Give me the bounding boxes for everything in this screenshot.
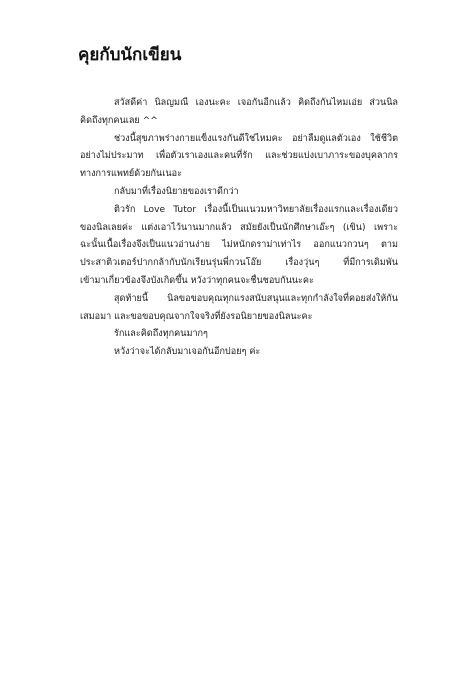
text-line: ติวรัก Love Tutor เรื่องนี้เป็นแนวมหาวิทยาลัยเรื่องแรกและเรื่องเดียว	[114, 204, 398, 215]
text-line: อย่างไม่ประมาท เพื่อตัวเราเองและคนที่รัก และช่วยแบ่งเบาภาระของบุคลากร	[80, 151, 398, 162]
text-line: เสมอมา และขอขอบคุณจากใจจริงที่ยังรอนิยายของนิลนะคะ	[80, 311, 313, 322]
text-line: หวังว่าจะได้กลับมาเจอกันอีกบ่อยๆ ค่ะ	[114, 347, 261, 358]
text-line: ช่วงนี้สุขภาพร่างกายแข็งแรงกันดีใช่ไหมคะ อย่าลืมดูแลตัวเอง ใช้ชีวิต	[114, 133, 398, 144]
text-line: รักและคิดถึงทุกคนมากๆ	[114, 329, 208, 340]
text-line: เข้ามาเกี่ยวข้องจึงบังเกิดขึ้น หวังว่าทุกคนจะชื่นชอบกันนะคะ	[80, 275, 314, 286]
page-title: คุยกับนักเขียน	[78, 45, 182, 65]
text-line: สวัสดีค่า นิลญมณี เองนะคะ เจอกันอีกแล้ว คิดถึงกันไหมเอ่ย ส่วนนิล	[114, 98, 398, 108]
text-line: ทางการแพทย์ด้วยกันเนอะ	[80, 169, 182, 180]
text-line: ของนิลเลยค่ะ แต่งเอาไว้นานมากแล้ว สมัยยังเป็นนักศึกษาเอ๊ะๆ (เขิน) เพราะ	[80, 222, 398, 233]
text-line: ฉะนั้นเนื้อเรื่องจึงเป็นแนวอ่านง่าย ไม่หนักดราม่าเท่าไร ออกแนวกวนๆ ตาม	[80, 240, 398, 251]
text-line: ประสาติวเตอร์ปากกล้ากับนักเรียนรุ่นพี่กวนโอ๊ย เรื่องวุ่นๆ ที่มีการเดิมพัน	[80, 258, 398, 269]
text-line: คิดถึงทุกคนเลย ^^	[80, 115, 158, 126]
body-text	[80, 95, 398, 362]
text-line: สุดท้ายนี้ นิลขอขอบคุณทุกแรงสนับสนุนและทุกกำลังใจที่คอยส่งให้กัน	[114, 293, 398, 304]
text-line: กลับมาที่เรื่องนิยายของเราดีกว่า	[114, 186, 239, 197]
